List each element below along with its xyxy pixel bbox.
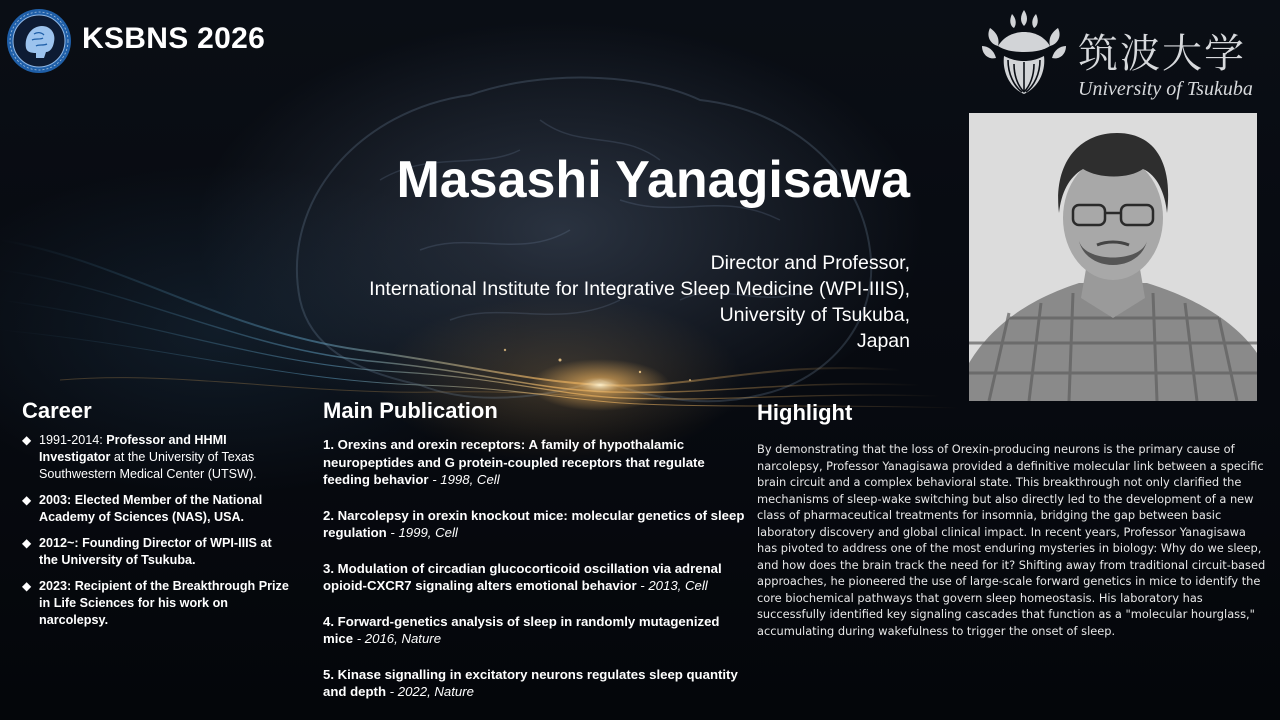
speaker-portrait (969, 113, 1257, 401)
publication-meta: - 1998, Cell (428, 472, 500, 487)
diamond-bullet-icon: ◆ (22, 493, 32, 507)
university-name-english: University of Tsukuba (1078, 78, 1253, 100)
career-item-bold: Professor and HHMI Investigator (39, 433, 227, 464)
speaker-affiliation (369, 250, 910, 354)
publication-item (323, 507, 753, 542)
publication-heading: Main Publication (323, 398, 498, 423)
portrait-illustration (969, 113, 1257, 401)
publication-item (323, 436, 753, 489)
publication-meta: - 2016, Nature (353, 631, 442, 646)
publication-meta: - 2022, Nature (386, 684, 474, 699)
university-name-kanji: 筑波大学 (1078, 31, 1246, 77)
career-item (22, 432, 294, 483)
affiliation-line: International Institute for Integrative Sleep Medicine (WPI-IIIS), (369, 278, 910, 300)
career-item (22, 492, 294, 526)
career-item (22, 535, 294, 569)
career-item-rest: at the University of Texas Southwestern Medical Center (UTSW). (39, 450, 257, 481)
publication-title: 4. Forward-genetics analysis of sleep in randomly mutagenized mice (323, 613, 720, 646)
affiliation-line: Director and Professor, (710, 252, 910, 274)
tsukuba-crest-icon (976, 6, 1072, 98)
speaker-name: Masashi Yanagisawa (396, 151, 910, 209)
publication-item (323, 613, 753, 648)
publication-title: 2. Narcolepsy in orexin knockout mice: molecular genetics of sleep regulation (323, 507, 745, 540)
highlight-text: By demonstrating that the loss of Orexin-producing neurons is the primary cause of narcolepsy, Professor Yanagisawa provided a definitive molecular link between a specific brain circuit and a complex behavioral state. This breakthrough not only clarified the mechanisms of sleep-wake switching but also directly led to the development of a new class of pharmaceutical treatments for insomnia, bridging the gap between basic laboratory discovery and global clinical impact. In recent years, Professor Yanagisawa has pivoted to address one of the most enduring mysteries in biology: Why do we sleep, and how does the brain track the need for it? Shifting away from traditional circuit-based approaches, he pioneered the use of large-scale forward genetics in mice to identify the core biochemical pathways that govern sleep homeostasis. His laboratory has successfully identified key signaling cascades that function as a "molecular hourglass," accumulating during wakefulness to trigger the onset of sleep. (757, 442, 1266, 638)
diamond-bullet-icon: ◆ (22, 536, 32, 550)
affiliation-line: University of Tsukuba, (719, 304, 910, 326)
ksbns-logo-icon (6, 8, 72, 74)
publication-item (323, 666, 753, 701)
affiliation-line: Japan (856, 330, 910, 352)
publication-meta: - 1999, Cell (386, 525, 458, 540)
publication-meta: - 2013, Cell (636, 578, 708, 593)
diamond-bullet-icon: ◆ (22, 433, 32, 447)
career-item-prefix: 1991-2014: (39, 433, 107, 447)
career-item-bold: 2003: Elected Member of the National Academy of Sciences (NAS), USA. (39, 493, 263, 524)
highlight-heading: Highlight (757, 400, 853, 425)
publication-item (323, 560, 753, 595)
career-list (22, 432, 294, 638)
publication-title: 1. Orexins and orexin receptors: A family of hypothalamic neuropeptides and G protein-coupled receptors that regulate feeding behavior (323, 437, 705, 487)
career-item-bold: 2012~: Founding Director of WPI-IIIS at the University of Tsukuba. (39, 536, 272, 567)
career-item-bold: 2023: Recipient of the Breakthrough Prize in Life Sciences for his work on narcolepsy. (39, 579, 289, 627)
publication-title: 3. Modulation of circadian glucocorticoid oscillation via adrenal opioid-CXCR7 signaling alters emotional behavior (323, 560, 722, 593)
career-heading: Career (22, 398, 92, 423)
event-title: KSBNS 2026 (82, 22, 266, 55)
career-item (22, 578, 294, 629)
diamond-bullet-icon: ◆ (22, 579, 32, 593)
publication-list (323, 436, 753, 719)
publication-title: 5. Kinase signalling in excitatory neurons regulates sleep quantity and depth (323, 666, 738, 699)
